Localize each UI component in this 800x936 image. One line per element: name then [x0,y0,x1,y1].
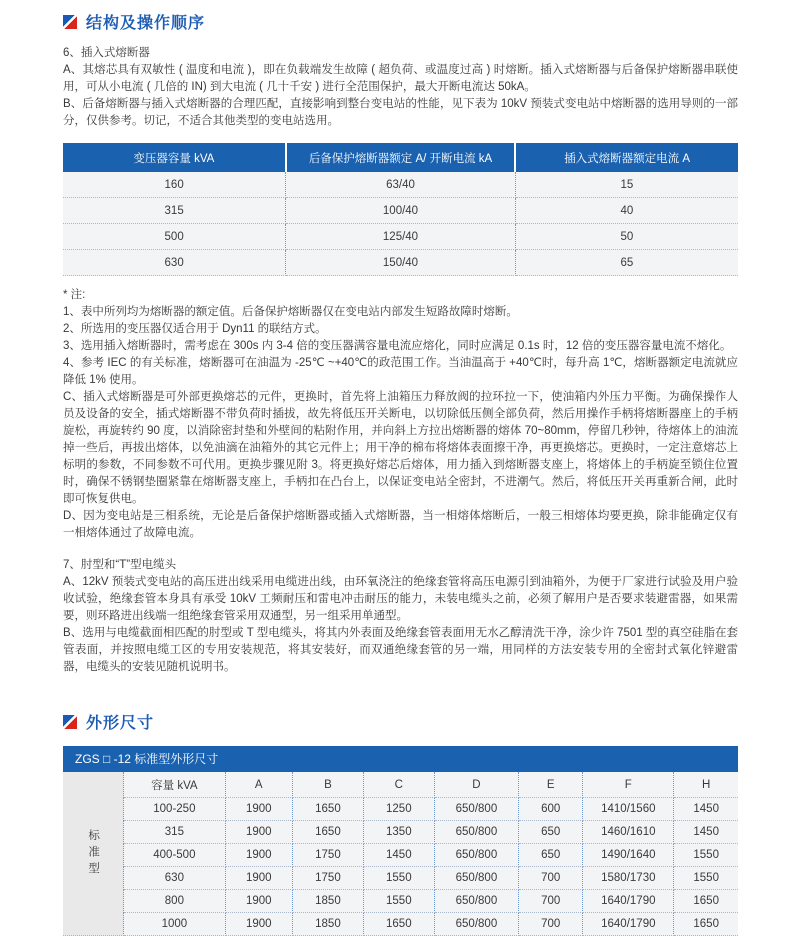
note-item: C、插入式熔断器是可外部更换熔芯的元件，更换时，首先将上油箱压力释放阀的拉环拉一下，使油箱内外压力平衡。为确保操作人员及设备的安全，插式熔断器不带负荷时插拔，故先将低压开关断电，以切除低压侧全部负荷，然后用操作手柄将熔断器座上的手柄旋松，再旋转约 90 度，以消除密封垫和外壁间的粘附作用，并向斜上方拉出熔断器的熔体 70~80mm，停留几秒钟，待熔体上的油流掉一些后，再拔出熔体，以免油滴在油箱外的其它元件上；用干净的棉布将熔体表面擦干净，再更换熔芯。更换时，一定注意熔芯上标明的参数，不同参数不可代用。更换步骤见附 3。将更换好熔芯后熔体，用力插入到熔断器支座上，将熔体上的手柄旋至锁住位置时，确保不锈钢垫圈紧靠在熔断器支座上，手柄扣在凸台上，以保证变电站全密封，不进潮气。然后，将低压开关再重新合闸，此时即可恢复供电。 [63,391,738,505]
table-cell: 1650 [363,913,434,936]
column-header: 插入式熔断器额定电流 A [515,143,738,172]
table-cell: 1900 [225,913,293,936]
cable-paragraphs [63,557,738,676]
dimensions-table [63,772,738,936]
section-title-text: 外形尺寸 [86,715,155,732]
table-row [63,821,738,844]
section-marker-icon [63,715,77,729]
para-6b: B、后备熔断器与插入式熔断器的合理匹配，直接影响到整台变电站的性能，见下表为 10kV 预装式变电站中熔断器的选用导则的一部分，仅供参考。切记，不适合其他类型的变电站选用。 [63,98,738,127]
column-header: H [674,772,738,798]
table-cell: 1460/1610 [583,821,674,844]
table-cell: 800 [124,890,225,913]
table-cell: 1450 [674,798,738,821]
dimensions-table-title: ZGS □ -12 标准型外形尺寸 [63,746,738,772]
table-cell: 500 [63,224,286,250]
table-cell: 1650 [674,913,738,936]
note-item: D、因为变电站是三相系统，无论是后备保护熔断器或插入式熔断器，当一相熔体熔断后，一般三相熔体均要更换，除非能确定仅有一相熔体通过了故障电流。 [63,510,738,539]
column-header: 容量 kVA [124,772,225,798]
section-title-text: 结构及操作顺序 [86,15,206,32]
column-header: F [583,772,674,798]
para-7b: B、选用与电缆截面相匹配的肘型或 T 型电缆头，将其内外表面及绝缘套管表面用无水乙醇清洗干净，涂少许 7501 型的真空硅脂在套管表面，并按照电缆工区的专用安装规范，将其安装好，而双通绝缘套管的另一端，用同样的方法安装专用的全密封式氧化锌避雷器，电缆头的安装见随机说明书。 [63,627,738,673]
para-6-title: 6、插入式熔断器 [63,47,150,59]
table-cell: 700 [519,913,583,936]
table-cell: 1650 [293,798,364,821]
column-header: 后备保护熔断器额定 A/ 开断电流 kA [286,143,516,172]
fuse-selection-table [63,143,738,276]
table-row [63,172,738,198]
table-cell: 630 [63,250,286,276]
table-cell: 1550 [674,844,738,867]
table-cell: 1640/1790 [583,890,674,913]
table-cell: 1750 [293,867,364,890]
structure-paragraphs [63,45,738,130]
note-item: 4、参考 IEC 的有关标准，熔断器可在油温为 -25℃ ~+40℃的政范围工作。当油温高于 +40℃时，每升高 1℃，熔断器额定电流就应降低 1% 使用。 [63,357,738,386]
table-cell: 1900 [225,890,293,913]
table-row [63,224,738,250]
row-group-label: 标准型 [63,772,124,936]
table-cell: 700 [519,867,583,890]
note-item: 1、表中所列均为熔断器的额定值。后备保护熔断器仅在变电站内部发生短路故障时熔断。 [63,306,518,318]
table-cell: 1900 [225,798,293,821]
table-cell: 650/800 [434,913,518,936]
table-cell: 125/40 [286,224,516,250]
para-7a: A、12kV 预装式变电站的高压进出线采用电缆进出线，由环氧浇注的绝缘套管将高压电源引到油箱外，为便于厂家进行试验及用户验收试验，绝缘套管本身具有承受 10kV 工频耐压和雷电冲击耐压的能力，未装电缆头之前，必须了解用户是否要求装避雷器，如果需要，则环路进出线端一组绝缘套管采用双通型，另一组采用单通型。 [63,576,738,622]
notes-block [63,287,738,542]
table-cell: 1550 [674,867,738,890]
table-cell: 1900 [225,867,293,890]
table-row [63,890,738,913]
table-row [63,844,738,867]
table-cell: 65 [515,250,738,276]
table-cell: 650/800 [434,798,518,821]
table-cell: 700 [519,890,583,913]
section-title-dimensions [63,710,738,733]
column-header: A [225,772,293,798]
table-cell: 650/800 [434,844,518,867]
table-cell: 1550 [363,867,434,890]
table-cell: 1410/1560 [583,798,674,821]
table-cell: 1750 [293,844,364,867]
table-cell: 400-500 [124,844,225,867]
table-cell: 315 [124,821,225,844]
table-cell: 650 [519,844,583,867]
table-cell: 1550 [363,890,434,913]
table-cell: 600 [519,798,583,821]
table-cell: 1900 [225,821,293,844]
table-cell: 1580/1730 [583,867,674,890]
table-cell: 1350 [363,821,434,844]
table-cell: 50 [515,224,738,250]
table-row [63,250,738,276]
table-cell: 100-250 [124,798,225,821]
table-cell: 650/800 [434,890,518,913]
column-header: D [434,772,518,798]
table-cell: 1850 [293,913,364,936]
table-header-row [63,143,738,172]
column-header: C [363,772,434,798]
table-cell: 150/40 [286,250,516,276]
table-cell: 650/800 [434,867,518,890]
table-cell: 1450 [363,844,434,867]
table-cell: 650/800 [434,821,518,844]
table-row [63,867,738,890]
table-cell: 15 [515,172,738,198]
table-cell: 315 [63,198,286,224]
table-cell: 630 [124,867,225,890]
para-6a: A、其熔芯具有双敏性 ( 温度和电流 )，即在负载端发生故障 ( 超负荷、或温度过高 ) 时熔断。插入式熔断器与后备保护熔断器串联使用，可从小电流 ( 几倍的 IN) 到大电流 ( 几十千安 ) 进行全范围保护，最大开断电流达 50kA。 [63,64,738,93]
column-header: B [293,772,364,798]
section-title-structure [63,10,738,33]
table-row [63,198,738,224]
table-cell: 40 [515,198,738,224]
notes-title: * 注: [63,289,86,301]
table-cell: 1640/1790 [583,913,674,936]
table-cell: 1650 [293,821,364,844]
column-header: 变压器容量 kVA [63,143,286,172]
table-cell: 1000 [124,913,225,936]
table-row [63,913,738,936]
table-cell: 1900 [225,844,293,867]
table-cell: 1450 [674,821,738,844]
note-item: 2、所选用的变压器仅适合用于 Dyn11 的联结方式。 [63,323,327,335]
note-item: 3、选用插入熔断器时，需考虑在 300s 内 3-4 倍的变压器满容量电流应熔化，同时应满足 0.1s 时，12 倍的变压器容量电流不熔化。 [63,340,732,352]
section-marker-icon [63,15,77,29]
table-cell: 63/40 [286,172,516,198]
table-cell: 100/40 [286,198,516,224]
table-cell: 1850 [293,890,364,913]
table-header-row [63,772,738,798]
table-row [63,798,738,821]
table-cell: 650 [519,821,583,844]
table-cell: 1650 [674,890,738,913]
table-cell: 160 [63,172,286,198]
table-cell: 1250 [363,798,434,821]
column-header: E [519,772,583,798]
para-7-title: 7、肘型和“T”型电缆头 [63,559,177,571]
table-cell: 1490/1640 [583,844,674,867]
